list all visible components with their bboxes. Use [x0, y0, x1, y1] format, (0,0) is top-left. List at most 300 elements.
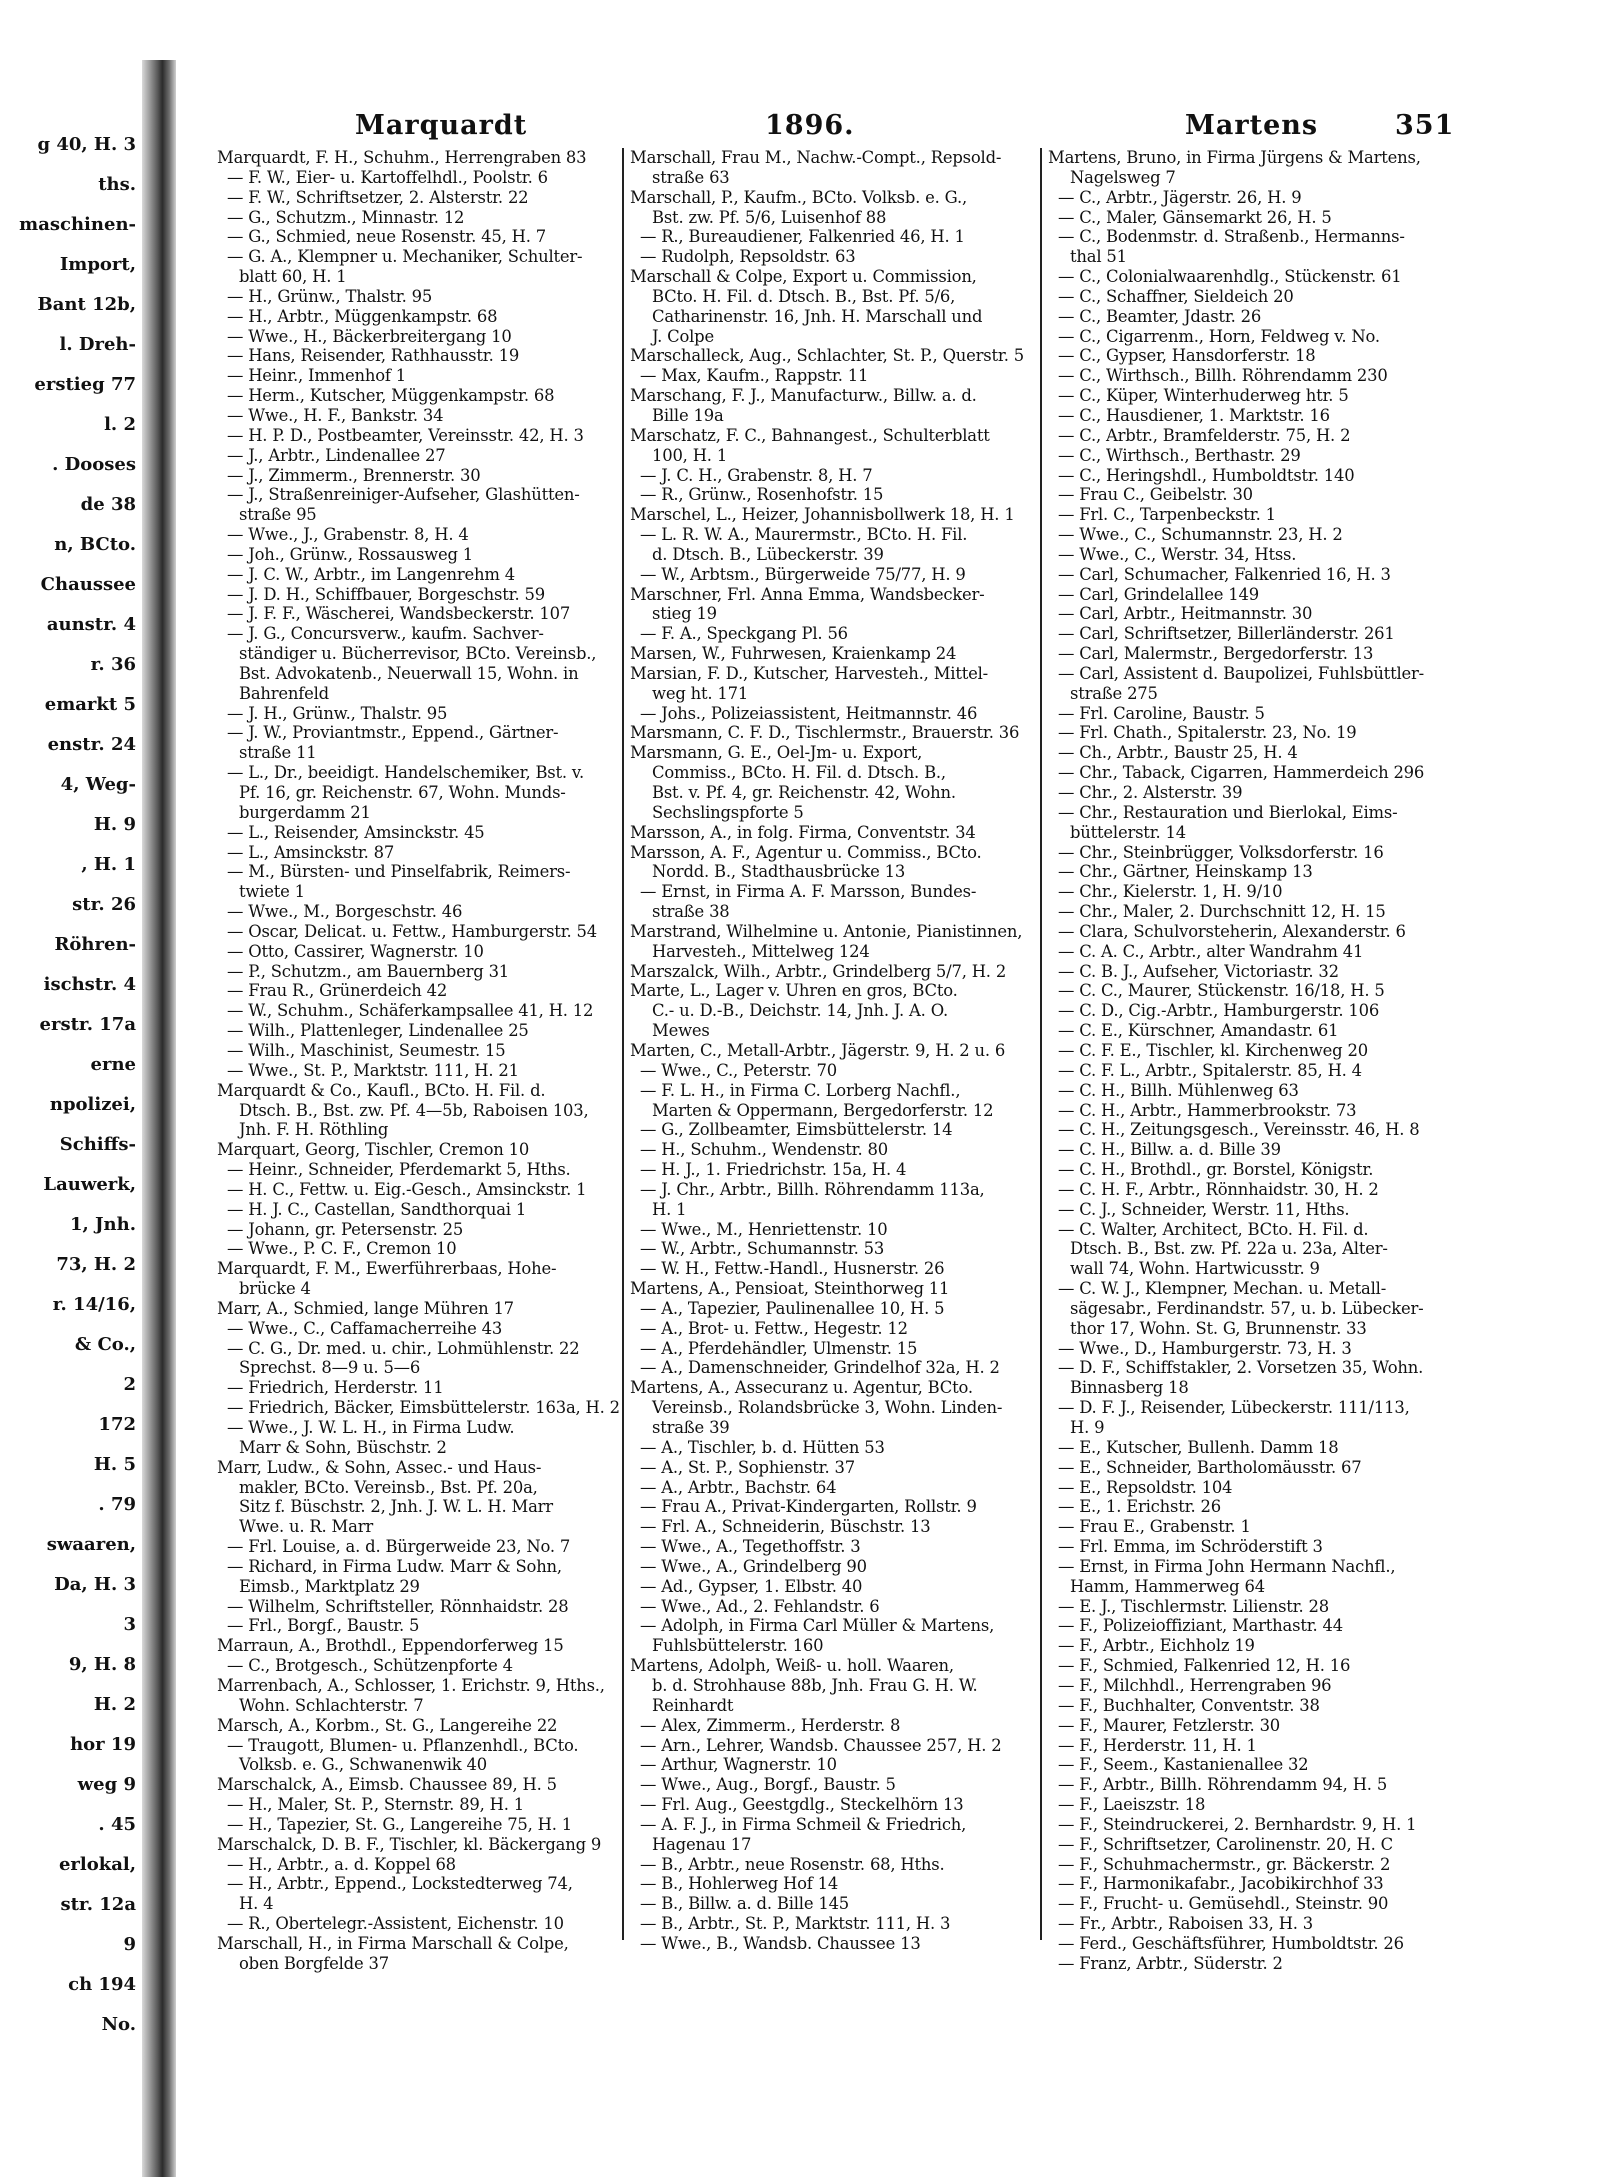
directory-entry-line: — C. H., Brothdl., gr. Borstel, Königstr. [1058, 1160, 1374, 1180]
directory-entry-line: — B., Hohlerweg Hof 14 [640, 1874, 839, 1894]
directory-entry-line: — C., Wirthsch., Billh. Röhrendamm 230 [1058, 366, 1388, 386]
directory-entry-line: Bille 19a [652, 405, 724, 425]
directory-entry-line: — Frl. Emma, im Schröderstift 3 [1058, 1537, 1323, 1557]
directory-entry-line: — C. Walter, Architect, BCto. H. Fil. d. [1058, 1219, 1369, 1239]
directory-entry-line: Dtsch. B., Bst. zw. Pf. 22a u. 23a, Alter- [1070, 1239, 1388, 1259]
directory-entry-line: — C., Colonialwaarenhdlg., Stückenstr. 61 [1058, 267, 1402, 287]
prev-page-line: 4, Weg- [60, 774, 136, 795]
directory-entry-line: Vereinsb., Rolandsbrücke 3, Wohn. Linden- [652, 1398, 1003, 1418]
directory-entry-line: H. 1 [652, 1199, 687, 1219]
directory-entry-line: — J., Arbtr., Lindenallee 27 [227, 445, 446, 465]
directory-entry-line: — C. E., Kürschner, Amandastr. 61 [1058, 1021, 1339, 1041]
directory-entry-line: — J. G., Concursverw., kaufm. Sachver- [227, 624, 544, 644]
directory-entry-line: — C., Wirthsch., Berthastr. 29 [1058, 445, 1301, 465]
directory-entry-line: — F., Buchhalter, Conventstr. 38 [1058, 1695, 1320, 1715]
directory-entry-line: — Wwe., St. P., Marktstr. 111, H. 21 [227, 1060, 519, 1080]
directory-entry-line: Sitz f. Büschstr. 2, Jnh. J. W. L. H. Marr [239, 1497, 553, 1517]
directory-entry-line: oben Borgfelde 37 [239, 1953, 389, 1973]
directory-entry-line: — Frl. Aug., Geestgdlg., Steckelhörn 13 [640, 1795, 964, 1815]
directory-entry-line: — E., Repsoldstr. 104 [1058, 1477, 1233, 1497]
directory-entry-line: Marsmann, C. F. D., Tischlermstr., Brauerstr. 36 [630, 723, 1020, 743]
directory-entry-line: — J. C. H., Grabenstr. 8, H. 7 [640, 465, 873, 485]
directory-entry-line: Marszalck, Wilh., Arbtr., Grindelberg 5/7, H. 2 [630, 961, 1007, 981]
directory-entry-line: — Arn., Lehrer, Wandsb. Chaussee 257, H. 2 [640, 1735, 1002, 1755]
directory-entry-line: — Frau R., Grünerdeich 42 [227, 981, 448, 1001]
directory-entry-line: — Oscar, Delicat. u. Fettw., Hamburgerstr. 54 [227, 921, 598, 941]
directory-entry-line: — Frau E., Grabenstr. 1 [1058, 1517, 1251, 1537]
directory-entry-line: Bst. v. Pf. 4, gr. Reichenstr. 42, Wohn. [652, 783, 956, 802]
directory-entry-line: J. Colpe [652, 326, 714, 346]
directory-entry-line: Marschalleck, Aug., Schlachter, St. P., Querstr. 5 [630, 346, 1024, 366]
directory-entry-line: — Carl, Schriftsetzer, Billerländerstr. 261 [1058, 624, 1395, 644]
directory-entry-line: Pf. 16, gr. Reichenstr. 67, Wohn. Munds- [239, 783, 566, 802]
directory-entry-line: — Frl. Chath., Spitalerstr. 23, No. 19 [1058, 723, 1357, 743]
directory-entry-line: — E. J., Tischlermstr. Lilienstr. 28 [1058, 1596, 1329, 1616]
directory-entry-line: — G., Schutzm., Minnastr. 12 [227, 207, 465, 227]
directory-entry-line: — C. J., Schneider, Werstr. 11, Hths. [1058, 1199, 1350, 1219]
directory-entry-line: — Carl, Schumacher, Falkenried 16, H. 3 [1058, 564, 1391, 584]
prev-page-line: de 38 [80, 494, 136, 515]
directory-entry-line: Marraun, A., Brothdl., Eppendorferweg 15 [217, 1636, 564, 1656]
directory-entry-line: — Heinr., Immenhof 1 [227, 366, 407, 386]
directory-entry-line: — Wilh., Maschinist, Seumestr. 15 [227, 1040, 506, 1060]
prev-page-line: & Co., [74, 1334, 136, 1355]
directory-entry-line: — R., Grünw., Rosenhofstr. 15 [640, 485, 884, 505]
directory-entry-line: — W., Schuhm., Schäferkampsallee 41, H. 12 [227, 1001, 594, 1021]
directory-entry-line: — Wwe., A., Tegethoffstr. 3 [640, 1537, 861, 1557]
directory-entry-line: — A., Arbtr., Bachstr. 64 [640, 1477, 837, 1497]
directory-entry-line: — E., 1. Erichstr. 26 [1058, 1497, 1221, 1517]
directory-entry-line: — Max, Kaufm., Rappstr. 11 [640, 366, 869, 386]
directory-entry-line: Marschalck, D. B. F., Tischler, kl. Bäckergang 9 [217, 1834, 602, 1854]
directory-entry-line: — C., Cigarrenm., Horn, Feldweg v. No. [1058, 326, 1380, 346]
directory-entry-line: Marrenbach, A., Schlosser, 1. Erichstr. 9, Hths., [217, 1675, 605, 1695]
directory-entry-line: — Johann, gr. Petersenstr. 25 [227, 1219, 464, 1239]
directory-entry-line: — Chr., 2. Alsterstr. 39 [1058, 783, 1243, 802]
directory-entry-line: — C., Beamter, Jdastr. 26 [1058, 306, 1262, 326]
prev-page-line: l. Dreh- [59, 334, 136, 355]
directory-entry-line: — Frau C., Geibelstr. 30 [1058, 485, 1253, 505]
directory-entry-line: — L. R. W. A., Maurermstr., BCto. H. Fil. [640, 525, 968, 545]
prev-page-line: g 40, H. 3 [37, 134, 136, 155]
directory-entry-line: — Traugott, Blumen- u. Pflanzenhdl., BCto. [227, 1735, 579, 1755]
prev-page-line: ths. [98, 174, 136, 195]
directory-entry-line: — Chr., Steinbrügger, Volksdorferstr. 16 [1058, 842, 1384, 862]
directory-entry-line: — C., Gypser, Hansdorferstr. 18 [1058, 346, 1316, 366]
page-number: 351 [1395, 110, 1455, 141]
directory-entry-line: straße 275 [1070, 683, 1158, 703]
directory-entry-line: — C., Bodenmstr. d. Straßenb., Hermanns- [1058, 227, 1405, 247]
directory-entry-line: — F., Laeiszstr. 18 [1058, 1795, 1206, 1815]
prev-page-line: 9, H. 8 [68, 1654, 136, 1675]
directory-entry-line: — C. B. J., Aufseher, Victoriastr. 32 [1058, 961, 1339, 981]
directory-entry-line: — C., Arbtr., Bramfelderstr. 75, H. 2 [1058, 425, 1351, 445]
prev-page-line: No. [101, 2014, 136, 2035]
directory-entry-line: H. 4 [239, 1894, 274, 1914]
directory-entry-line: — W., Arbtsm., Bürgerweide 75/77, H. 9 [640, 564, 966, 584]
directory-entry-line: — Wilh., Plattenleger, Lindenallee 25 [227, 1021, 529, 1041]
directory-entry-line: Mewes [652, 1021, 710, 1041]
directory-entry-line: — B., Arbtr., St. P., Marktstr. 111, H. 3 [640, 1914, 951, 1934]
directory-entry-line: — C. H., Billh. Mühlenweg 63 [1058, 1080, 1299, 1100]
directory-entry-line: — A., St. P., Sophienstr. 37 [640, 1457, 855, 1477]
directory-entry-line: — B., Billw. a. d. Bille 145 [640, 1894, 850, 1914]
prev-page-line: emarkt 5 [44, 694, 136, 715]
directory-entry-line: — D. F. J., Reisender, Lübeckerstr. 111/113, [1058, 1398, 1410, 1418]
directory-entry-line: — F., Harmonikafabr., Jacobikirchhof 33 [1058, 1874, 1384, 1894]
prev-page-line: Lauwerk, [43, 1174, 136, 1195]
directory-entry-line: Marsson, A. F., Agentur u. Commiss., BCto. [630, 842, 982, 862]
directory-entry-line: Dtsch. B., Bst. zw. Pf. 4—5b, Raboisen 103, [239, 1100, 589, 1120]
directory-entry-line: Marschall, H., in Firma Marschall & Colpe, [217, 1933, 569, 1953]
directory-entry-line: — Carl, Grindelallee 149 [1058, 584, 1259, 604]
directory-entry-line: — C. G., Dr. med. u. chir., Lohmühlenstr. 22 [227, 1338, 580, 1358]
directory-entry-line: — Frl. A., Schneiderin, Büschstr. 13 [640, 1517, 931, 1537]
directory-entry-line: — Franz, Arbtr., Süderstr. 2 [1058, 1953, 1283, 1973]
column-rule [622, 148, 624, 1940]
directory-entry-line: — Rudolph, Repsoldstr. 63 [640, 247, 856, 267]
page-header [205, 110, 1455, 150]
directory-entry-line: — Otto, Cassirer, Wagnerstr. 10 [227, 941, 484, 961]
directory-entry-line: thal 51 [1070, 247, 1127, 267]
directory-entry-line: Marsian, F. D., Kutscher, Harvesteh., Mittel- [630, 663, 988, 683]
directory-entry-line: Marstrand, Wilhelmine u. Antonie, Pianistinnen, [630, 921, 1023, 941]
directory-entry-line: — A., Tapezier, Paulinenallee 10, H. 5 [640, 1298, 945, 1318]
prev-page-line: npolizei, [49, 1094, 136, 1115]
directory-entry-line: — C., Küper, Winterhuderweg htr. 5 [1058, 386, 1349, 406]
directory-entry-line: Nordd. B., Stadthausbrücke 13 [652, 862, 906, 882]
directory-entry-line: Marsch, A., Korbm., St. G., Langereihe 22 [217, 1715, 558, 1735]
directory-entry-line: — C., Arbtr., Jägerstr. 26, H. 9 [1058, 187, 1302, 207]
directory-entry-line: — Wwe., D., Hamburgerstr. 73, H. 3 [1058, 1338, 1352, 1358]
directory-entry-line: — Frau A., Privat-Kindergarten, Rollstr. 9 [640, 1497, 977, 1517]
directory-entry-line: — H. C., Fettw. u. Eig.-Gesch., Amsinckstr. 1 [227, 1179, 587, 1199]
directory-entry-line: Marquardt, F. M., Ewerführerbaas, Hohe- [217, 1259, 557, 1279]
directory-entry-line: 100, H. 1 [652, 445, 728, 465]
directory-entry-line: Marschall, Frau M., Nachw.-Compt., Repsold- [630, 148, 1002, 167]
directory-entry-line: Harvesteh., Mittelweg 124 [652, 941, 870, 961]
directory-entry-line: Wwe. u. R. Marr [239, 1517, 373, 1537]
directory-entry-line: — W., Arbtr., Schumannstr. 53 [640, 1239, 885, 1259]
prev-page-line: 73, H. 2 [56, 1254, 136, 1275]
directory-entry-line: — F., Maurer, Fetzlerstr. 30 [1058, 1715, 1281, 1735]
directory-entry-line: Hagenau 17 [652, 1834, 752, 1854]
directory-entry-line: — Ad., Gypser, 1. Elbstr. 40 [640, 1576, 863, 1596]
directory-entry-line: Catharinenstr. 16, Jnh. H. Marschall und [652, 306, 983, 326]
directory-entry-line: — Friedrich, Bäcker, Eimsbüttelerstr. 163a, H. 2 [227, 1398, 620, 1418]
directory-entry-line: Sprechst. 8—9 u. 5—6 [239, 1358, 421, 1378]
directory-entry-line: — Fr., Arbtr., Raboisen 33, H. 3 [1058, 1914, 1314, 1934]
directory-entry-line: H. 9 [1070, 1418, 1105, 1437]
directory-entry-line: — A., Pferdehändler, Ulmenstr. 15 [640, 1338, 918, 1358]
directory-entry-line: — A. F. J., in Firma Schmeil & Friedrich, [640, 1814, 967, 1834]
prev-page-line: Röhren- [54, 934, 136, 955]
directory-entry-line: — Ch., Arbtr., Baustr 25, H. 4 [1058, 743, 1298, 763]
directory-entry-line: Marschner, Frl. Anna Emma, Wandsbecker- [630, 584, 985, 604]
prev-page-line: n, BCto. [54, 534, 136, 555]
directory-entry-line: — Herm., Kutscher, Müggenkampstr. 68 [227, 386, 555, 406]
directory-entry-line: — Hans, Reisender, Rathhausstr. 19 [227, 346, 520, 366]
directory-entry-line: — F., Arbtr., Eichholz 19 [1058, 1636, 1255, 1656]
directory-entry-line: — Wwe., M., Borgeschstr. 46 [227, 902, 463, 922]
directory-entry-line: Marschalck, A., Eimsb. Chaussee 89, H. 5 [217, 1775, 557, 1795]
prev-page-line: Schiffs- [59, 1134, 136, 1155]
directory-entry-line: — F., Steindruckerei, 2. Bernhardstr. 9, H. 1 [1058, 1814, 1417, 1834]
directory-entry-line: — F., Schuhmachermstr., gr. Bäckerstr. 2 [1058, 1854, 1391, 1874]
directory-entry-line: — C. D., Cig.-Arbtr., Hamburgerstr. 106 [1058, 1001, 1380, 1021]
prev-page-line: weg 9 [77, 1774, 136, 1795]
directory-entry-line: — J. Chr., Arbtr., Billh. Röhrendamm 113a, [640, 1179, 985, 1199]
directory-entry-line: — C. C., Maurer, Stückenstr. 16/18, H. 5 [1058, 981, 1385, 1001]
directory-entry-line: — J., Zimmerm., Brennerstr. 30 [227, 465, 481, 485]
directory-entry-line: — H., Arbtr., Müggenkampstr. 68 [227, 306, 498, 326]
directory-entry-line: Fuhlsbüttelerstr. 160 [652, 1636, 824, 1656]
directory-entry-line: — Wwe., Aug., Borgf., Baustr. 5 [640, 1775, 896, 1795]
prev-page-line: Chaussee [40, 574, 136, 595]
directory-entry-line: — Clara, Schulvorsteherin, Alexanderstr. 6 [1058, 921, 1406, 941]
directory-entry-line: — H., Maler, St. P., Sternstr. 89, H. 1 [227, 1795, 525, 1815]
directory-entry-line: makler, BCto. Vereinsb., Bst. Pf. 20a, [239, 1477, 538, 1497]
prev-page-line: Da, H. 3 [54, 1574, 136, 1595]
directory-entry-line: thor 17, Wohn. St. G, Brunnenstr. 33 [1070, 1318, 1367, 1338]
directory-entry-line: Nagelsweg 7 [1070, 167, 1176, 187]
prev-page-line: str. 12a [60, 1894, 136, 1915]
directory-entry-line: — Wwe., C., Peterstr. 70 [640, 1060, 838, 1080]
prev-page-line: 3 [123, 1614, 136, 1635]
directory-entry-line: — C. H., Billw. a. d. Bille 39 [1058, 1140, 1281, 1160]
directory-entry-line: Binnasberg 18 [1070, 1378, 1189, 1398]
directory-entry-line: — J., Straßenreiniger-Aufseher, Glashütten- [227, 485, 580, 505]
directory-entry-line: — A., Tischler, b. d. Hütten 53 [640, 1437, 885, 1457]
column-1 [217, 148, 620, 1973]
prev-page-line: ischstr. 4 [43, 974, 136, 995]
prev-page-line: . 45 [98, 1814, 136, 1835]
directory-entry-line: — J. D. H., Schiffbauer, Borgeschstr. 59 [227, 584, 545, 604]
directory-entry-line: Bst. Advokatenb., Neuerwall 15, Wohn. in [239, 663, 579, 683]
directory-entry-line: — Frl. C., Tarpenbeckstr. 1 [1058, 505, 1276, 525]
directory-entry-line: — Wwe., H. F., Bankstr. 34 [227, 405, 444, 425]
prev-page-line: aunstr. 4 [46, 614, 136, 635]
directory-entry-line: — H., Arbtr., Eppend., Lockstedterweg 74, [227, 1874, 573, 1894]
directory-entry-line: — Arthur, Wagnerstr. 10 [640, 1755, 837, 1775]
directory-entry-line: — F., Milchhdl., Herrengraben 96 [1058, 1675, 1332, 1695]
directory-entry-line: — C., Brotgesch., Schützenpforte 4 [227, 1656, 513, 1676]
directory-entry-line: — Frl. Caroline, Baustr. 5 [1058, 703, 1265, 723]
directory-entry-line: — J. W., Proviantmstr., Eppend., Gärtner- [227, 723, 559, 743]
directory-entry-line: Bst. zw. Pf. 5/6, Luisenhof 88 [652, 207, 887, 227]
column-3 [1048, 148, 1456, 1973]
directory-entry-line: Martens, A., Assecuranz u. Agentur, BCto. [630, 1378, 973, 1398]
directory-entry-line: — C., Heringshdl., Humboldtstr. 140 [1058, 465, 1355, 485]
prev-page-line: ch 194 [68, 1974, 136, 1995]
directory-entry-line: — Carl, Malermstr., Bergedorferstr. 13 [1058, 644, 1374, 664]
directory-entry-line: — C., Maler, Gänsemarkt 26, H. 5 [1058, 207, 1332, 227]
header-left-keyword: Marquardt [355, 110, 528, 141]
directory-entry-line: Marten, C., Metall-Arbtr., Jägerstr. 9, H. 2 u. 6 [630, 1040, 1006, 1060]
prev-page-line: H. 2 [93, 1694, 136, 1715]
directory-entry-line: twiete 1 [239, 882, 305, 902]
directory-entry-line: Volksb. e. G., Schwanenwik 40 [239, 1755, 488, 1775]
directory-entry-line: — Alex, Zimmerm., Herderstr. 8 [640, 1715, 901, 1735]
directory-entry-line: — Wwe., B., Wandsb. Chaussee 13 [640, 1933, 921, 1953]
directory-entry-line: Martens, Bruno, in Firma Jürgens & Martens, [1048, 148, 1421, 167]
directory-entry-line: — C. H., Zeitungsgesch., Vereinsstr. 46, H. 8 [1058, 1120, 1420, 1140]
directory-entry-line: straße 38 [652, 902, 730, 922]
directory-entry-line: Marr, Ludw., & Sohn, Assec.- und Haus- [217, 1457, 542, 1477]
prev-page-line: , H. 1 [81, 854, 136, 875]
directory-entry-line: — Carl, Assistent d. Baupolizei, Fuhlsbüttler- [1058, 663, 1424, 683]
directory-entry-line: — Chr., Taback, Cigarren, Hammerdeich 296 [1058, 763, 1425, 783]
directory-entry-line: d. Dtsch. B., Lübeckerstr. 39 [652, 544, 884, 564]
directory-entry-line: — H. P. D., Postbeamter, Vereinsstr. 42, H. 3 [227, 425, 584, 445]
directory-entry-line: — C., Hausdiener, 1. Marktstr. 16 [1058, 405, 1330, 425]
directory-entry-line: — Wwe., Ad., 2. Fehlandstr. 6 [640, 1596, 880, 1616]
directory-entry-line: — Adolph, in Firma Carl Müller & Martens, [640, 1616, 995, 1636]
directory-entry-line: — Wwe., C., Caffamacherreihe 43 [227, 1318, 503, 1338]
prev-page-line: erstieg 77 [34, 374, 136, 395]
directory-entry-line: Eimsb., Marktplatz 29 [239, 1576, 420, 1596]
directory-entry-line: — B., Arbtr., neue Rosenstr. 68, Hths. [640, 1854, 945, 1874]
directory-entry-line: brücke 4 [239, 1279, 311, 1299]
directory-entry-line: Marr, A., Schmied, lange Mühren 17 [217, 1298, 514, 1318]
directory-entry-line: — Wwe., M., Henriettenstr. 10 [640, 1219, 888, 1239]
directory-entry-line: — F., Arbtr., Billh. Röhrendamm 94, H. 5 [1058, 1775, 1388, 1795]
directory-entry-line: — Chr., Restauration und Bierlokal, Eims- [1058, 802, 1398, 822]
prev-page-line: hor 19 [70, 1734, 136, 1755]
directory-entry-line: — C. H., Arbtr., Hammerbrookstr. 73 [1058, 1100, 1357, 1120]
prev-page-line: erstr. 17a [39, 1014, 136, 1035]
directory-entry-line: Hamm, Hammerweg 64 [1070, 1576, 1265, 1596]
directory-entry-line: — A., Damenschneider, Grindelhof 32a, H. 2 [640, 1358, 1000, 1378]
prev-page-line: 9 [123, 1934, 136, 1955]
directory-entry-line: wall 74, Wohn. Hartwicusstr. 9 [1070, 1259, 1320, 1279]
directory-entry-line: — A., Brot- u. Fettw., Hegestr. 12 [640, 1318, 908, 1338]
directory-entry-line: — P., Schutzm., am Bauernberg 31 [227, 961, 510, 981]
directory-entry-line: — F. W., Eier- u. Kartoffelhdl., Poolstr. 6 [227, 167, 548, 187]
directory-entry-line: — Chr., Maler, 2. Durchschnitt 12, H. 15 [1058, 902, 1386, 922]
directory-entry-line: Commiss., BCto. H. Fil. d. Dtsch. B., [652, 763, 946, 783]
directory-entry-line: Marr & Sohn, Büschstr. 2 [239, 1437, 447, 1457]
directory-entry-line: — W. H., Fettw.-Handl., Husnerstr. 26 [640, 1259, 945, 1279]
directory-entry-line: Marten & Oppermann, Bergedorferstr. 12 [652, 1100, 994, 1120]
directory-entry-line: — Frl. Louise, a. d. Bürgerweide 23, No. 7 [227, 1537, 571, 1557]
directory-entry-line: Marquardt, F. H., Schuhm., Herrengraben 83 [217, 148, 587, 167]
directory-entry-line: — L., Amsinckstr. 87 [227, 842, 395, 862]
directory-entry-line: — F., Schmied, Falkenried 12, H. 16 [1058, 1656, 1351, 1676]
directory-entry-line: — L., Dr., beeidigt. Handelschemiker, Bst. v. [227, 763, 585, 783]
directory-entry-line: — Wwe., H., Bäckerbreitergang 10 [227, 326, 512, 346]
prev-page-line: erlokal, [58, 1854, 136, 1875]
directory-entry-line: — Chr., Gärtner, Heinskamp 13 [1058, 862, 1313, 882]
directory-entry-line: — H., Grünw., Thalstr. 95 [227, 286, 433, 306]
directory-entry-line: — C., Schaffner, Sieldeich 20 [1058, 286, 1294, 306]
directory-entry-line: — Carl, Arbtr., Heitmannstr. 30 [1058, 604, 1313, 624]
directory-entry-line: straße 11 [239, 743, 317, 763]
directory-entry-line: — F., Polizeioffiziant, Marthastr. 44 [1058, 1616, 1344, 1636]
directory-entry-line: — Wwe., C., Schumannstr. 23, H. 2 [1058, 525, 1343, 545]
directory-entry-line: blatt 60, H. 1 [239, 267, 347, 287]
prev-page-line: swaaren, [46, 1534, 136, 1555]
directory-entry-line: sägesabr., Ferdinandstr. 57, u. b. Lübecker- [1070, 1298, 1424, 1318]
directory-entry-line: straße 95 [239, 505, 317, 525]
directory-entry-line: — Wwe., J. W. L. H., in Firma Ludw. [227, 1418, 515, 1437]
prev-page-line: Import, [59, 254, 136, 275]
directory-entry-line: — F., Herderstr. 11, H. 1 [1058, 1735, 1257, 1755]
directory-entry-line: — Chr., Kielerstr. 1, H. 9/10 [1058, 882, 1283, 902]
directory-entry-line: straße 63 [652, 167, 730, 187]
directory-entry-line: — C. W. J., Klempner, Mechan. u. Metall- [1058, 1279, 1387, 1299]
prev-page-line: Bant 12b, [37, 294, 136, 315]
directory-entry-line: — G., Zollbeamter, Eimsbüttelerstr. 14 [640, 1120, 953, 1140]
directory-entry-line: — F., Frucht- u. Gemüsehdl., Steinstr. 90 [1058, 1894, 1389, 1914]
header-right-keyword: Martens [1185, 110, 1319, 141]
prev-page-line: r. 14/16, [52, 1294, 136, 1315]
prev-page-line: l. 2 [104, 414, 136, 435]
directory-entry-line: — E., Kutscher, Bullenh. Damm 18 [1058, 1437, 1339, 1457]
directory-entry-line: Marschel, L., Heizer, Johannisbollwerk 18, H. 1 [630, 505, 1015, 525]
directory-entry-line: Martens, A., Pensioat, Steinthorweg 11 [630, 1279, 950, 1299]
directory-entry-line: — J. H., Grünw., Thalstr. 95 [227, 703, 448, 723]
directory-entry-line: — D. F., Schiffstakler, 2. Vorsetzen 35, Wohn. [1058, 1358, 1424, 1378]
directory-entry-line: — F. W., Schriftsetzer, 2. Alsterstr. 22 [227, 187, 529, 207]
directory-entry-line: stieg 19 [652, 604, 717, 624]
directory-entry-line: BCto. H. Fil. d. Dtsch. B., Bst. Pf. 5/6, [652, 286, 956, 306]
directory-entry-line: Marschatz, F. C., Bahnangest., Schulterblatt [630, 425, 990, 445]
directory-entry-line: — H. J., 1. Friedrichstr. 15a, H. 4 [640, 1160, 907, 1180]
prev-page-line: . 79 [98, 1494, 136, 1515]
book-gutter [142, 60, 176, 2177]
directory-entry-line: Marte, L., Lager v. Uhren en gros, BCto. [630, 981, 958, 1001]
directory-entry-line: Marschall & Colpe, Export u. Commission, [630, 267, 977, 287]
directory-entry-line: burgerdamm 21 [239, 802, 371, 822]
directory-entry-line: weg ht. 171 [652, 683, 749, 703]
directory-entry-line: — Richard, in Firma Ludw. Marr & Sohn, [227, 1556, 562, 1576]
directory-entry-line: C.- u. D.-B., Deichstr. 14, Jnh. J. A. O. [652, 1001, 948, 1021]
directory-entry-line: — Frl., Borgf., Baustr. 5 [227, 1616, 420, 1636]
prev-page-line: 172 [98, 1414, 136, 1435]
directory-entry-line: — C. H. F., Arbtr., Rönnhaidstr. 30, H. 2 [1058, 1179, 1379, 1199]
directory-entry-line: — G., Schmied, neue Rosenstr. 45, H. 7 [227, 227, 546, 247]
directory-entry-line: — R., Obertelegr.-Assistent, Eichenstr. 10 [227, 1914, 564, 1934]
directory-entry-line: Bahrenfeld [239, 683, 329, 703]
directory-entry-line: — C. F. E., Tischler, kl. Kirchenweg 20 [1058, 1040, 1368, 1060]
directory-entry-line: Marquart, Georg, Tischler, Cremon 10 [217, 1140, 530, 1160]
header-year: 1896. [765, 110, 855, 141]
directory-entry-line: — Wilhelm, Schriftsteller, Rönnhaidstr. 28 [227, 1596, 569, 1616]
directory-entry-line: Marschang, F. J., Manufacturw., Billw. a. d. [630, 386, 977, 406]
directory-entry-line: Marsen, W., Fuhrwesen, Kraienkamp 24 [630, 644, 957, 664]
directory-entry-line: Reinhardt [652, 1695, 734, 1715]
directory-entry-line: — M., Bürsten- und Pinselfabrik, Reimers- [227, 862, 571, 882]
prev-page-line: erne [90, 1054, 136, 1075]
directory-entry-line: — Johs., Polizeiassistent, Heitmannstr. 46 [640, 703, 978, 723]
directory-entry-line: — Wwe., J., Grabenstr. 8, H. 4 [227, 525, 469, 545]
prev-page-line: maschinen- [19, 214, 136, 235]
directory-entry-line: — H., Arbtr., a. d. Koppel 68 [227, 1854, 456, 1874]
directory-entry-line: — H., Schuhm., Wendenstr. 80 [640, 1140, 888, 1160]
directory-entry-line: — R., Bureaudiener, Falkenried 46, H. 1 [640, 227, 965, 247]
directory-entry-line: büttelerstr. 14 [1070, 822, 1187, 842]
prev-page-line: str. 26 [72, 894, 136, 915]
directory-entry-line: — J. F. F., Wäscherei, Wandsbeckerstr. 107 [227, 604, 571, 624]
directory-entry-line: — Wwe., P. C. F., Cremon 10 [227, 1239, 457, 1259]
directory-entry-line: Wohn. Schlachterstr. 7 [239, 1695, 424, 1715]
prev-page-line: . Dooses [52, 454, 136, 475]
directory-entry-line: — F., Schriftsetzer, Carolinenstr. 20, H. C [1058, 1834, 1393, 1854]
directory-entry-line: — G. A., Klempner u. Mechaniker, Schulter- [227, 247, 583, 267]
directory-entry-line: — L., Reisender, Amsinckstr. 45 [227, 822, 485, 842]
directory-entry-line: Marschall, P., Kaufm., BCto. Volksb. e. G., [630, 187, 967, 207]
